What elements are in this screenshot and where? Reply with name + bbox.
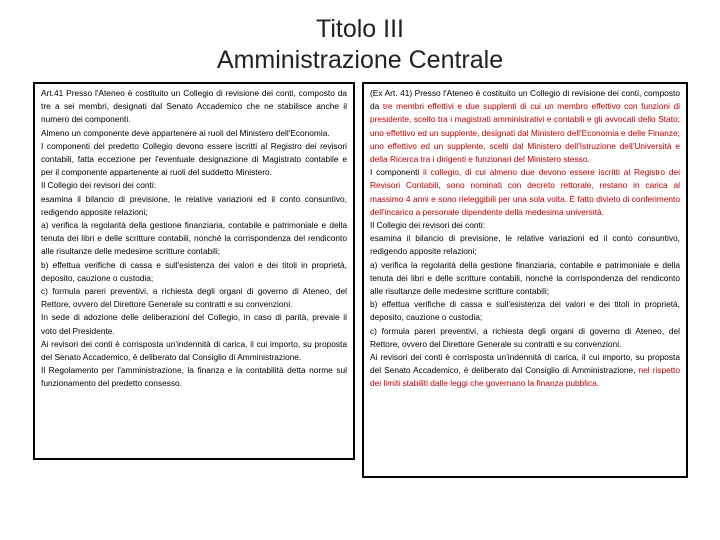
right-paragraph-2 bbox=[370, 166, 680, 219]
amended-text: nel rispetto dei limiti stabiliti dalle leggi che governano la finanza pubblica. bbox=[370, 365, 680, 389]
right-paragraph: esamina il bilancio di previsione, le relative variazioni ed il conto consuntivo, redigendo apposite relazioni; bbox=[370, 233, 680, 257]
left-paragraph: In sede di adozione delle deliberazioni del Collegio, in caso di parità, prevale il voto del Presidente. bbox=[41, 312, 347, 336]
title-line-1: Titolo III bbox=[316, 15, 404, 43]
left-paragraph: a) verifica la regolarità della gestione finanziaria, contabile e patrimoniale e della tenuta dei libri e delle scritture contabili, nonché la corrispondenza del rendiconto alle risultanze delle medesime scritture contabili; bbox=[41, 220, 347, 257]
slide-title bbox=[0, 14, 720, 76]
amended-text: tre membri effettivi e due supplenti di cui un membro effettivo con funzioni di presidente, scelto tra i magistrati amministrativi e contabili e gli avvocati dello Stato; uno effettivo ed un supplente, designati dal Ministero dell'Economia e delle Finanze; uno effettivo ed un supplente, scelti dal Ministero dell'Istruzione dell'Università e della Ricerca tra i dirigenti e funzionari del Ministero stesso. bbox=[370, 101, 680, 165]
left-paragraph: I componenti del predetto Collegio devono essere iscritti al Registro dei revisori contabili, fatta eccezione per l'eventuale designazione di Magistrato contabile e per il componente appartenente ai ruoli del suddetto Ministero. bbox=[41, 140, 347, 178]
plain-text: (Ex Art. 41) Presso l'Ateneo è costituito un Collegio di revisione dei conti, composto da bbox=[370, 88, 680, 112]
left-paragraph: Il Regolamento per l'amministrazione, la finanza e la contabilità detta norme sul funzionamento del predetto consesso. bbox=[41, 365, 347, 389]
left-paragraph: b) effettua verifiche di cassa e sull'esistenza dei valori e dei titoli in proprietà, deposito, cauzione o custodia; bbox=[41, 259, 347, 283]
right-text-box bbox=[362, 82, 688, 478]
right-paragraph: a) verifica la regolarità della gestione finanziaria, contabile e patrimoniale e della tenuta dei libri e delle scritture contabili, nonché la corrispondenza del rendiconto alle risultanze delle medesime scritture contabili; bbox=[370, 259, 680, 297]
left-paragraph: Art.41 Presso l'Ateneo è costituito un Collegio di revisione dei conti, composto da tre a sei membri, designati dal Senato Accademico che ne stabilisce anche il numero dei componenti. bbox=[41, 88, 347, 125]
right-paragraph-last bbox=[370, 351, 680, 391]
plain-text: I componenti bbox=[370, 167, 424, 178]
left-paragraph: c) formula pareri preventivi, a richiesta degli organi di governo di Ateneo, del Rettore, ovvero del Direttore Generale su contratti e su convenzioni. bbox=[41, 286, 347, 310]
amended-text: il collegio, di cui almeno due devono essere iscritti al Registro dei Revisori Contabili, sono nominati con decreto rettorale, restano in carica al massimo 4 anni e sono rieleggibili per una sola volta. È fatto divieto di conferimento dell'incarico a personale dipendente della medesima università. bbox=[370, 167, 680, 217]
plain-text: Ai revisori dei conti è corrisposta un'indennità di carica, il cui importo, su proposta del Senato Accademico, è deliberato dal Consiglio di Amministrazione, bbox=[370, 352, 680, 376]
right-paragraph: b) effettua verifiche di cassa e sull'esistenza dei valori e dei titoli in proprietà, deposito, cauzione o custodia; bbox=[370, 299, 680, 323]
left-paragraph: Almeno un componente deve appartenere ai ruoli del Ministero dell'Economia. bbox=[41, 127, 330, 138]
right-paragraph: Il Collegio dei revisori dei conti: bbox=[370, 220, 486, 231]
left-paragraph: esamina il bilancio di previsione, le relative variazioni ed il conto consuntivo, redigendo apposite relazioni; bbox=[41, 193, 347, 217]
left-text-box bbox=[33, 82, 355, 460]
right-paragraph: c) formula pareri preventivi, a richiesta degli organi di governo di Ateneo, del Rettore, ovvero del Direttore Generale su contratti e su convenzioni. bbox=[370, 325, 680, 349]
title-line-2: Amministrazione Centrale bbox=[216, 46, 504, 74]
right-paragraph-1 bbox=[370, 87, 680, 166]
left-paragraph: Il Collegio dei revisori dei conti: bbox=[41, 180, 157, 191]
left-paragraph: Ai revisori dei conti è corrisposta un'indennità di carica, il cui importo, su proposta del Senato Accademico, è deliberato dal Consiglio di Amministrazione. bbox=[41, 338, 347, 363]
